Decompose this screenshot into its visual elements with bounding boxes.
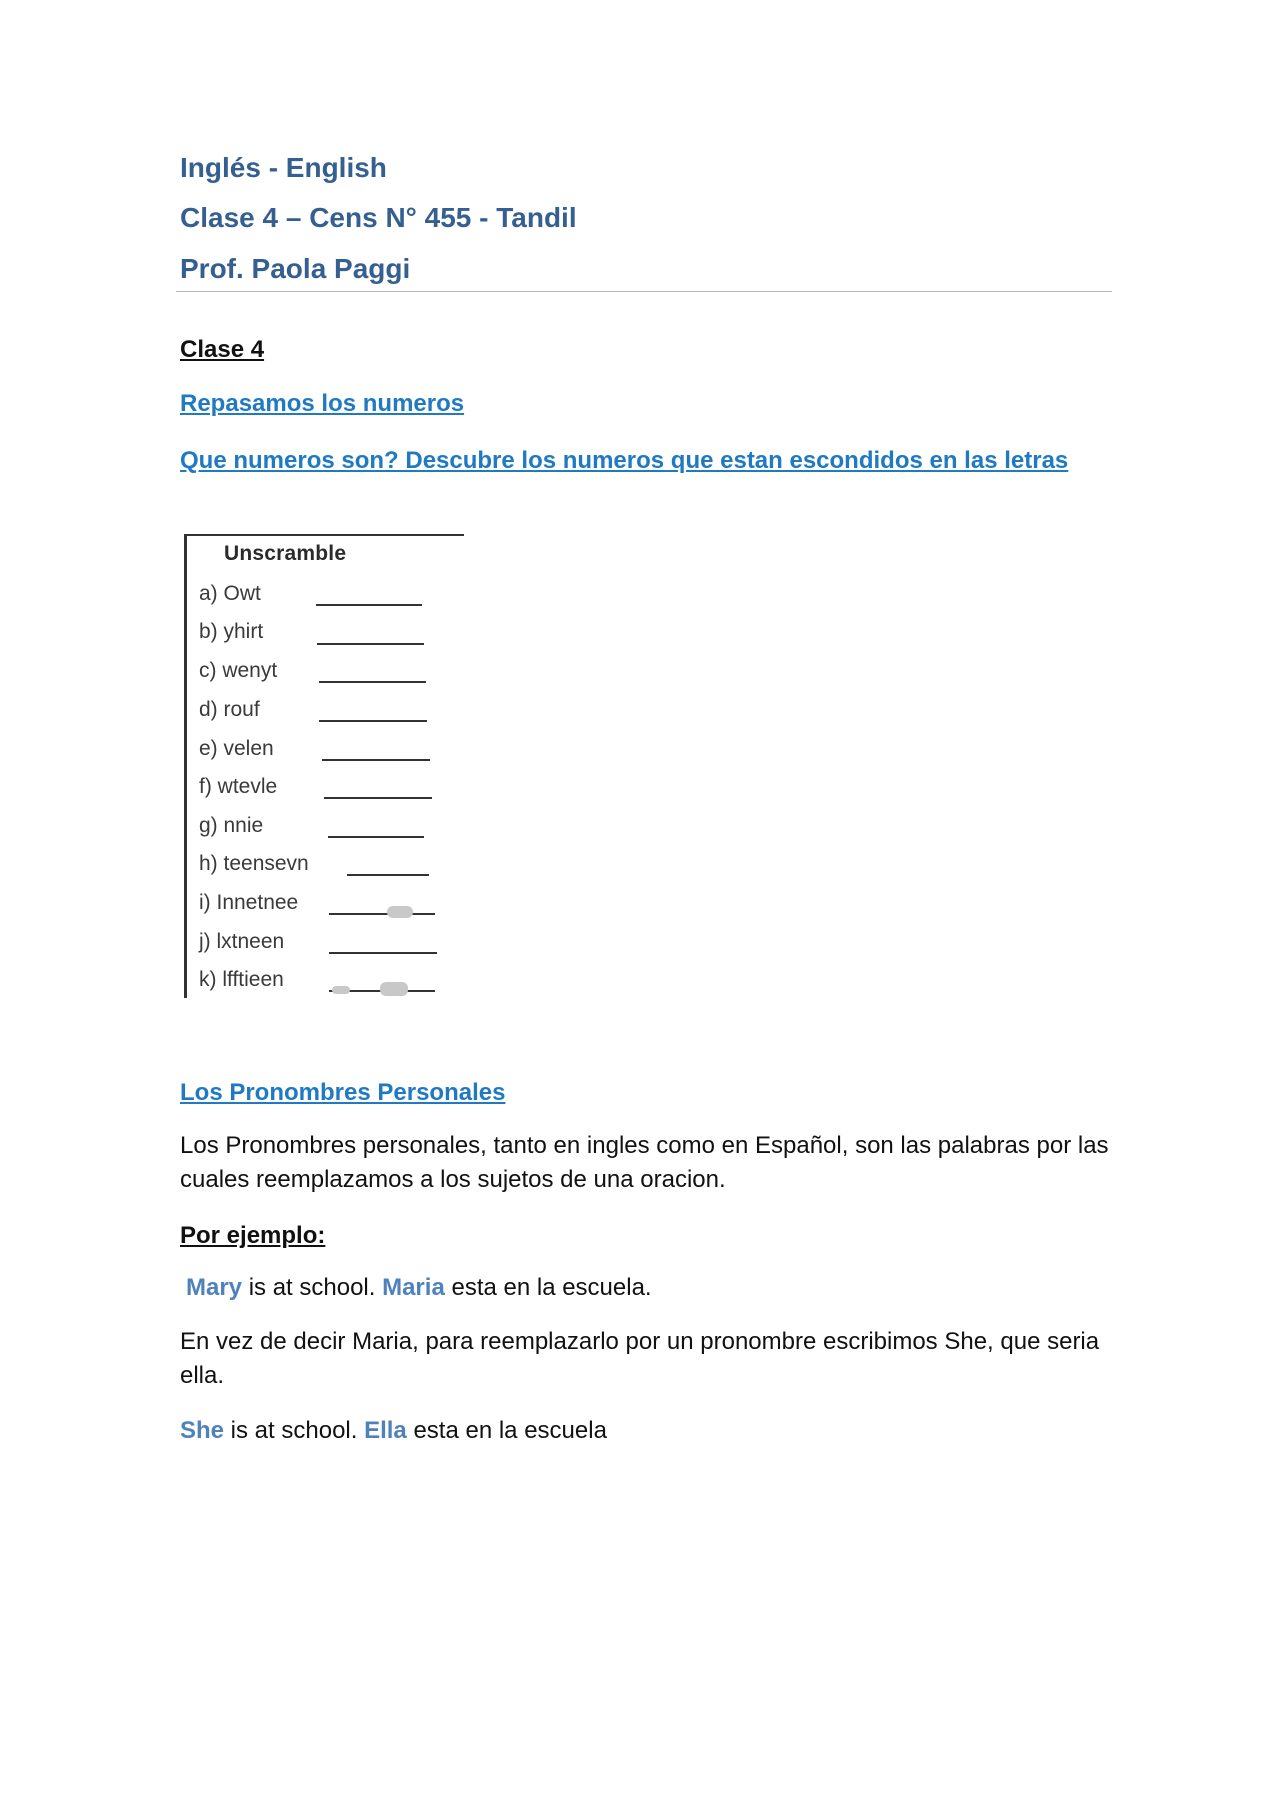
pronouns-heading: Los Pronombres Personales: [180, 1079, 506, 1106]
answer-blank: [347, 874, 429, 876]
worksheet-top-border: [184, 534, 464, 536]
pronouns-intro: Los Pronombres personales, tanto en ingles como en Español, son las palabras por las cuales reemplazamos a los sujetos de una oracion.: [180, 1132, 1109, 1193]
worksheet-item: g) nnie: [199, 814, 264, 837]
worksheet-item: h) teensevn: [199, 852, 309, 875]
example-text-es: esta en la escuela.: [444, 1274, 652, 1301]
answer-blank: [329, 913, 435, 915]
worksheet-title: Unscramble: [224, 542, 347, 565]
answer-blank: [328, 836, 424, 838]
worksheet-item: j) lxtneen: [199, 930, 285, 953]
answer-blank: [329, 952, 437, 954]
worksheet-item: f) wtevle: [199, 775, 278, 798]
unscramble-worksheet: [184, 534, 466, 998]
worksheet-item: k) lfftieen: [199, 968, 284, 991]
example-pronoun-en: She: [180, 1417, 225, 1444]
question-heading: Que numeros son? Descubre los numeros que estan escondidos en las letras: [180, 447, 1069, 474]
worksheet-item: e) velen: [199, 737, 274, 760]
example-pronoun-es: Ella: [364, 1417, 407, 1444]
example-text-en: is at school.: [224, 1417, 365, 1444]
scan-smudge: [380, 982, 408, 996]
scan-smudge: [387, 906, 413, 918]
review-heading: Repasamos los numeros: [180, 390, 465, 417]
worksheet-item: d) rouf: [199, 698, 260, 721]
answer-blank: [316, 604, 422, 606]
example-text-en: is at school.: [242, 1274, 383, 1301]
explanation-paragraph: En vez de decir Maria, para reemplazarlo por un pronombre escribimos She, que seria ella.: [180, 1328, 1100, 1389]
worksheet-item: i) Innetnee: [199, 891, 299, 914]
example-label: Por ejemplo:: [180, 1222, 326, 1249]
worksheet-item: a) Owt: [199, 582, 261, 605]
class-title: Clase 4: [180, 336, 265, 363]
answer-blank: [319, 720, 427, 722]
header-title: Inglés - English: [180, 152, 387, 183]
example-sentence-1: [186, 1271, 1116, 1305]
answer-blank: [324, 797, 432, 799]
example-name-en: Mary: [186, 1274, 243, 1301]
example-sentence-2: [180, 1414, 1110, 1448]
scan-smudge: [332, 986, 350, 994]
worksheet-item: c) wenyt: [199, 659, 278, 682]
header-teacher: Prof. Paola Paggi: [180, 253, 411, 284]
answer-blank: [317, 643, 424, 645]
worksheet-item: b) yhirt: [199, 620, 264, 643]
answer-blank: [322, 759, 430, 761]
worksheet-left-border: [184, 534, 187, 998]
answer-blank: [319, 681, 426, 683]
header-divider: [176, 291, 1112, 292]
example-name-es: Maria: [382, 1274, 445, 1301]
example-text-es: esta en la escuela: [406, 1417, 607, 1444]
header-class-school: Clase 4 – Cens N° 455 - Tandil: [180, 202, 577, 233]
